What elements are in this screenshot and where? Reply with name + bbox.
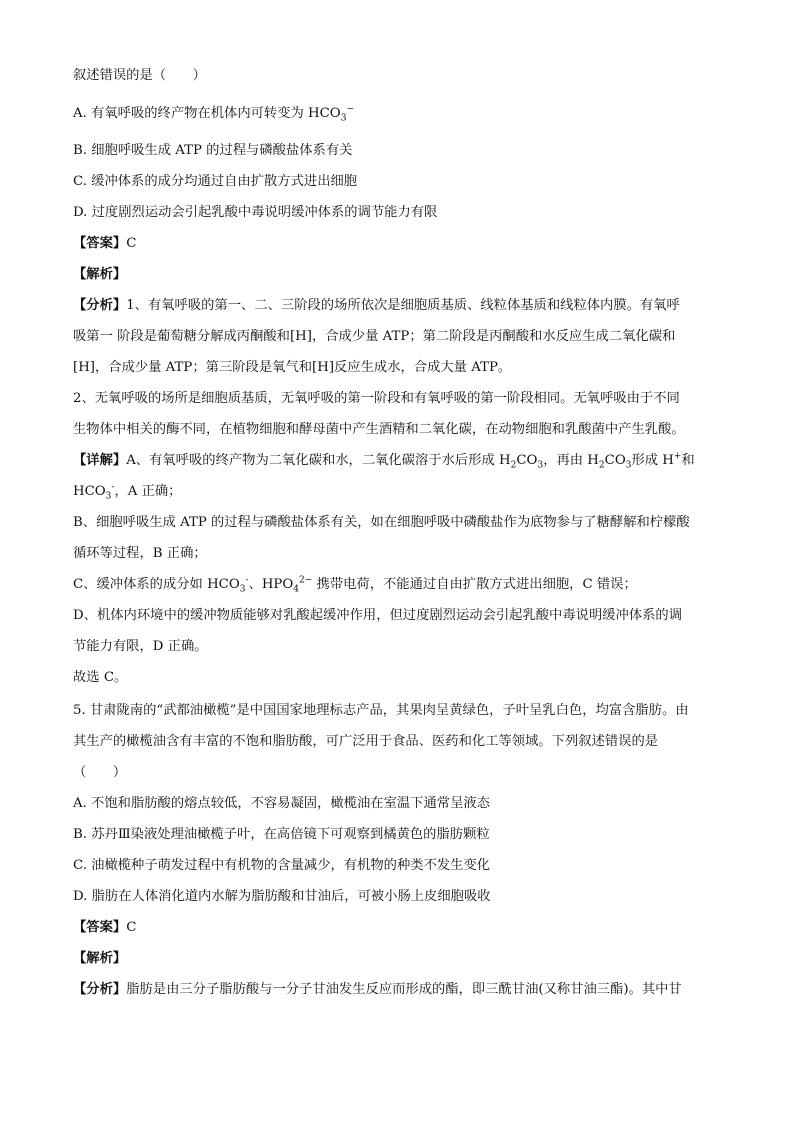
- q4-detail-c: C、缓冲体系的成分如 $HCO_3^-$、$HPO_4^{2-}$ 携带电荷，不能通过自由扩散方式进出细胞，C 错误；: [73, 575, 637, 595]
- q5-answer: [73, 918, 723, 938]
- answer-value: C: [126, 920, 137, 935]
- q5-option-b: B. 苏丹Ⅲ染液处理油橄榄子叶，在高倍镜下可观察到橘黄色的脂肪颗粒: [73, 827, 490, 842]
- q5-option-c: C. 油橄榄种子萌发过程中有机物的含量减少，有机物的种类不发生变化: [73, 858, 491, 873]
- q5-option-a: A. 不饱和脂肪酸的熔点较低，不容易凝固，橄榄油在室温下通常呈液态: [73, 796, 490, 811]
- q4-detail-a-line2: $HCO_3^-$，A 正确；: [73, 482, 182, 502]
- q4-option-d: D. 过度剧烈运动会引起乳酸中毒说明缓冲体系的调节能力有限: [73, 205, 438, 220]
- q4-analysis-tag: 【解析】: [73, 267, 127, 282]
- q4-stem-tail: 叙述错误的是（ ）: [73, 68, 206, 83]
- q4-detail-d-line1: D、机体内环境中的缓冲物质能够对乳酸起缓冲作用，但过度剧烈运动会引起乳酸中毒说明缓冲体系的调: [73, 608, 683, 623]
- q4-analysis-p2-line1: 2、无氧呼吸的场所是细胞质基质，无氧呼吸的第一阶段和有氧呼吸的第一阶段相同。无氧呼吸由于不同: [73, 391, 680, 406]
- q4-option-c: C. 缓冲体系的成分均通过自由扩散方式进出细胞: [73, 174, 358, 189]
- q4-answer: [73, 234, 723, 254]
- q4-detail-b-line2: 循环等过程，B 正确；: [73, 546, 207, 561]
- q5-analysis-tag: 【解析】: [73, 951, 127, 966]
- q5-stem-line2: 其生产的橄榄油含有丰富的不饱和脂肪酸，可广泛用于食品、医药和化工等领域。下列叙述错误的是: [73, 734, 659, 749]
- q4-option-b: B. 细胞呼吸生成 ATP 的过程与磷酸盐体系有关: [73, 143, 353, 158]
- q5-stem-line3: （ ）: [73, 765, 127, 780]
- q4-analysis-p1-line2: 吸第一 阶段是葡萄糖分解成丙酮酸和[H]，合成少量 ATP；第二阶段是丙酮酸和水反应生成二氧化碳和: [73, 329, 676, 344]
- q4-option-a: A. 有氧呼吸的终产物在机体内可转变为 $HCO_3^-$: [73, 104, 354, 124]
- answer-value: C: [126, 236, 137, 251]
- q5-analysis-line1: 【分析】脂肪是由三分子脂肪酸与一分子甘油发生反应而形成的酯，即三酰甘油(又称甘油三酯)。其中甘: [73, 982, 682, 997]
- q4-detail-b-line1: B、细胞呼吸生成 ATP 的过程与磷酸盐体系有关，如在细胞呼吸中磷酸盐作为底物参与了糖酵解和柠檬酸: [73, 515, 690, 530]
- q4-choose: 故选 C。: [73, 670, 128, 685]
- q4-detail-d-line2: 节能力有限，D 正确。: [73, 639, 208, 654]
- answer-tag: 【答案】: [73, 920, 127, 935]
- q4-analysis-p1-line3: [H]，合成少量 ATP；第三阶段是氧气和[H]反应生成水，合成大量 ATP。: [73, 360, 512, 375]
- q5-option-d: D. 脂肪在人体消化道内水解为脂肪酸和甘油后，可被小肠上皮细胞吸收: [73, 889, 491, 904]
- q4-analysis-p2-line2: 生物体中相关的酶不同，在植物细胞和酵母菌中产生酒精和二氧化碳，在动物细胞和乳酸菌中产生乳酸。: [73, 422, 685, 437]
- q4-analysis-p1-line1: 【分析】1、有氧呼吸的第一、二、三阶段的场所依次是细胞质基质、线粒体基质和线粒体内膜。有氧呼: [73, 298, 680, 313]
- answer-tag: 【答案】: [73, 236, 127, 251]
- q4-detail-a-line1: 【详解】A、有氧呼吸的终产物为二氧化碳和水，二氧化碳溶于水后形成 $H_2CO_3$，再由 $H_2CO_3$形成 H+和: [73, 451, 695, 471]
- q5-stem-line1: 5. 甘肃陇南的“武都油橄榄”是中国国家地理标志产品，其果肉呈黄绿色，子叶呈乳白色，均富含脂肪。由: [73, 703, 689, 718]
